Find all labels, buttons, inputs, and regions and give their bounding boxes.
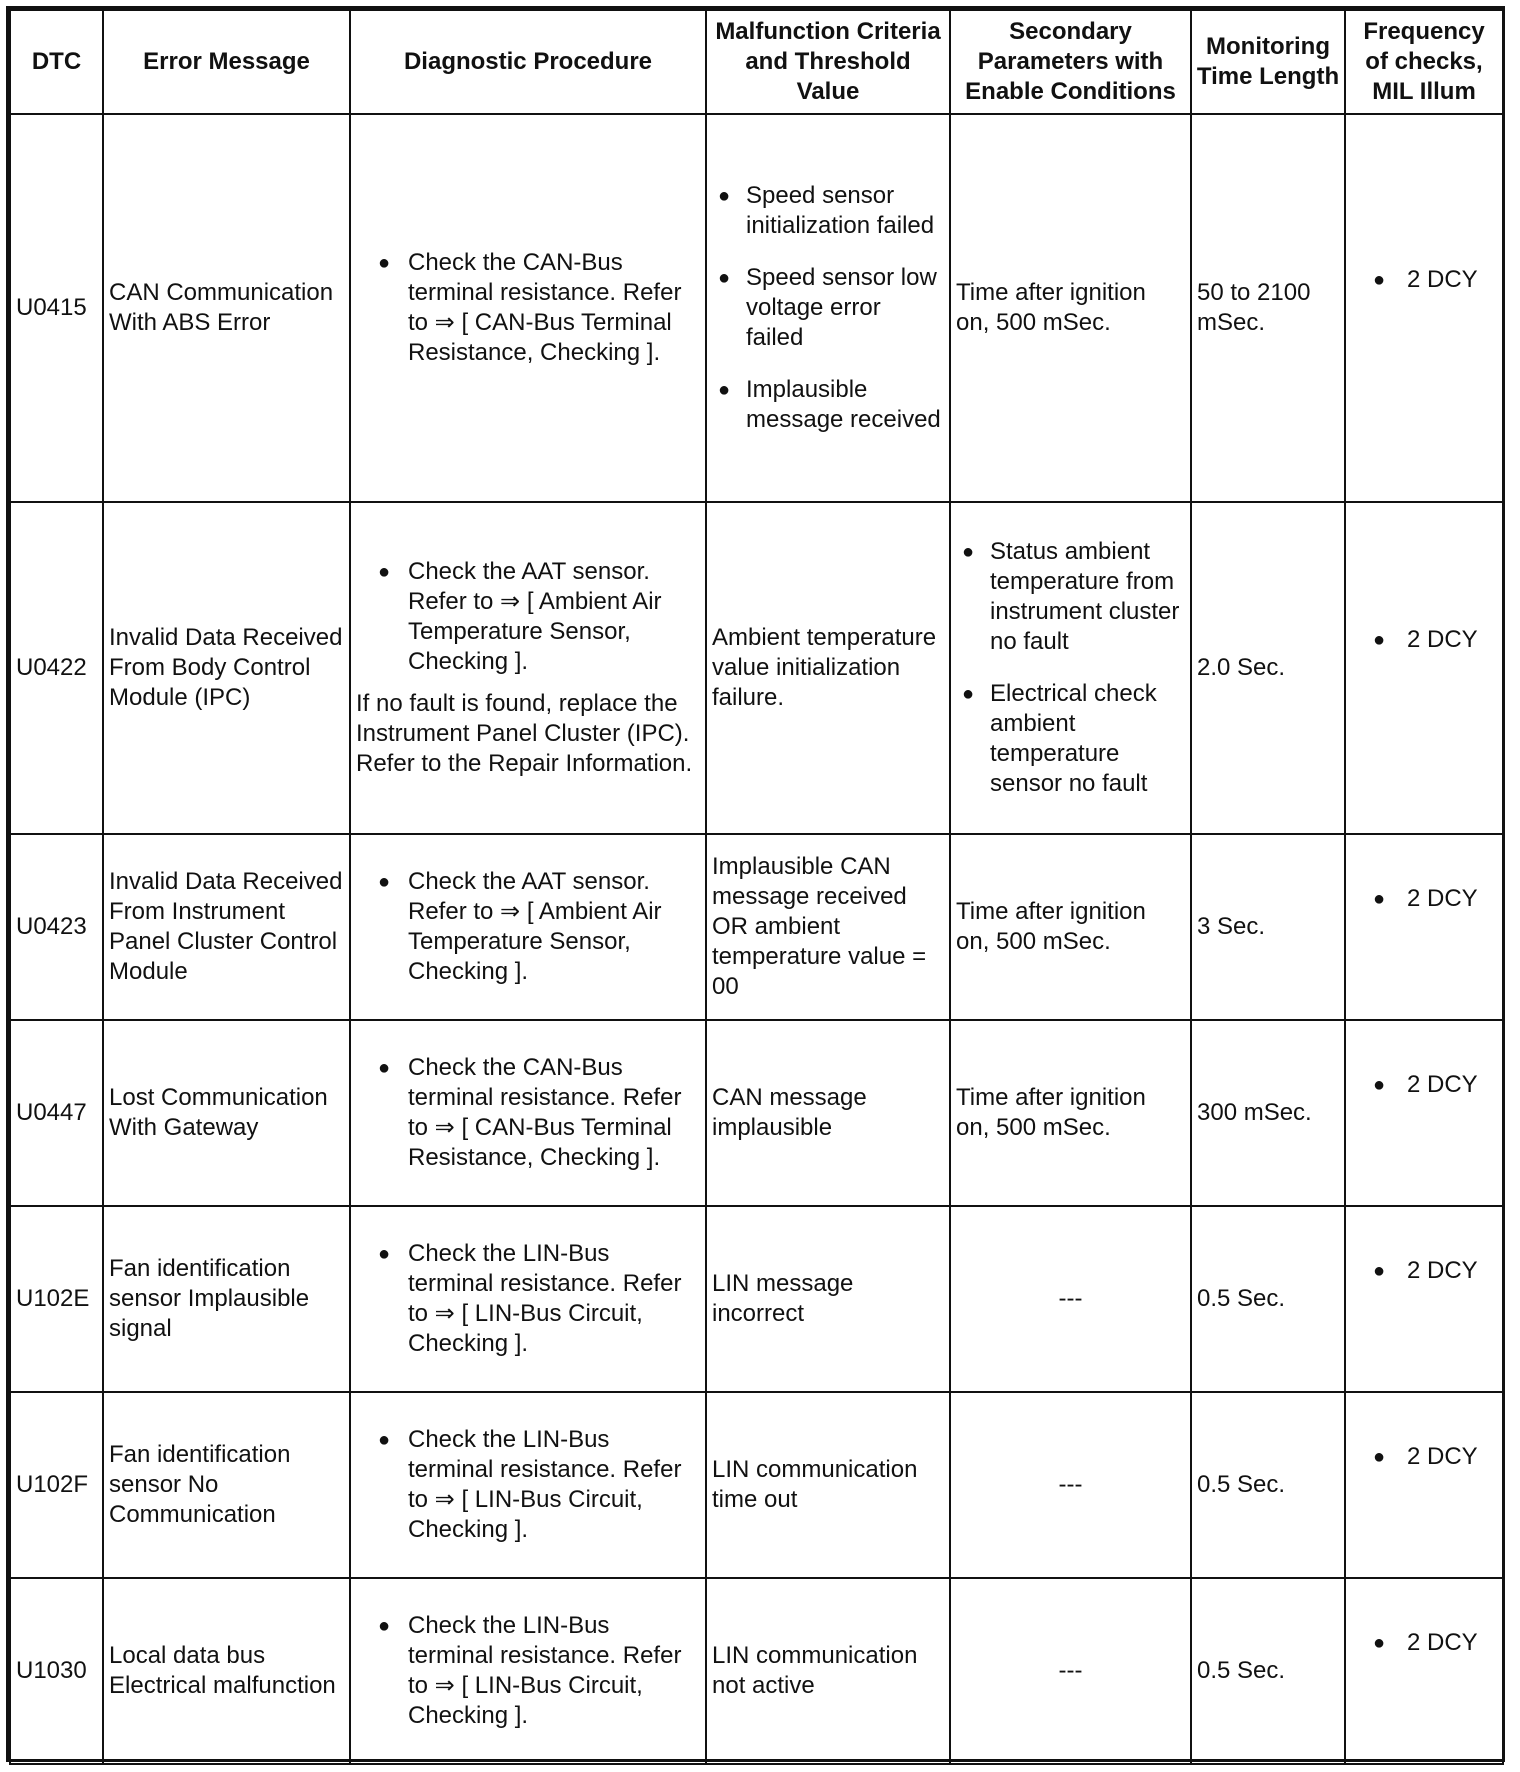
dtc-table-container xyxy=(6,6,1505,1762)
diagnostic-step: ● Check the AAT sensor. Refer to ⇒ [ Ambient Air Temperature Sensor, Checking ]. xyxy=(356,867,700,987)
header-row xyxy=(10,10,1503,114)
error-message: Local data bus Electrical malfunction xyxy=(103,1578,350,1764)
header-frequency: Frequency of checks, MIL Illum xyxy=(1345,10,1503,114)
monitoring-time: 0.5 Sec. xyxy=(1191,1578,1345,1764)
secondary-parameters: --- xyxy=(950,1392,1191,1578)
malfunction-item: ● Speed sensor low voltage error failed xyxy=(712,263,944,353)
error-message: Invalid Data Received From Instrument Panel Cluster Control Module xyxy=(103,834,350,1020)
frequency-value: ● 2 DCY xyxy=(1351,1070,1497,1100)
header-error-message: Error Message xyxy=(103,10,350,114)
malfunction-item: ● Implausible message received xyxy=(712,375,944,435)
frequency-value: ● 2 DCY xyxy=(1351,884,1497,914)
table-row xyxy=(10,1392,1503,1578)
diagnostic-step: ● Check the LIN-Bus terminal resistance. Refer to ⇒ [ LIN-Bus Circuit, Checking ]. xyxy=(356,1239,700,1359)
monitoring-time: 2.0 Sec. xyxy=(1191,502,1345,834)
diagnostic-procedure xyxy=(350,1392,706,1578)
malfunction-criteria: CAN message implausible xyxy=(706,1020,950,1206)
table-body xyxy=(10,114,1503,1764)
frequency-value: ● 2 DCY xyxy=(1351,1628,1497,1658)
diagnostic-procedure xyxy=(350,1578,706,1764)
table-row xyxy=(10,834,1503,1020)
monitoring-time: 0.5 Sec. xyxy=(1191,1392,1345,1578)
dtc-code: U102E xyxy=(10,1206,103,1392)
error-message: Fan identification sensor No Communication xyxy=(103,1392,350,1578)
error-message: Lost Communication With Gateway xyxy=(103,1020,350,1206)
monitoring-time: 3 Sec. xyxy=(1191,834,1345,1020)
secondary-parameters: Time after ignition on, 500 mSec. xyxy=(950,834,1191,1020)
malfunction-criteria: LIN communication time out xyxy=(706,1392,950,1578)
header-secondary-parameters: Secondary Parameters with Enable Conditions xyxy=(950,10,1191,114)
header-diagnostic-procedure: Diagnostic Procedure xyxy=(350,10,706,114)
diagnostic-procedure xyxy=(350,114,706,502)
monitoring-time: 300 mSec. xyxy=(1191,1020,1345,1206)
dtc-table xyxy=(9,9,1504,1765)
header-dtc: DTC xyxy=(10,10,103,114)
table-header xyxy=(10,10,1503,114)
malfunction-item: ● Speed sensor initialization failed xyxy=(712,181,944,241)
malfunction-criteria: LIN communication not active xyxy=(706,1578,950,1764)
diagnostic-procedure xyxy=(350,502,706,834)
frequency xyxy=(1345,502,1503,834)
frequency xyxy=(1345,1578,1503,1764)
frequency-value: ● 2 DCY xyxy=(1351,1442,1497,1472)
malfunction-criteria: Implausible CAN message received OR ambient temperature value = 00 xyxy=(706,834,950,1020)
header-monitoring-time: Monitoring Time Length xyxy=(1191,10,1345,114)
secondary-parameters: Time after ignition on, 500 mSec. xyxy=(950,114,1191,502)
error-message: CAN Communication With ABS Error xyxy=(103,114,350,502)
diagnostic-procedure xyxy=(350,1020,706,1206)
table-row xyxy=(10,1020,1503,1206)
malfunction-criteria: LIN message incorrect xyxy=(706,1206,950,1392)
dtc-code: U1030 xyxy=(10,1578,103,1764)
secondary-item: ● Electrical check ambient temperature sensor no fault xyxy=(956,679,1185,799)
secondary-parameters: --- xyxy=(950,1578,1191,1764)
error-message: Fan identification sensor Implausible signal xyxy=(103,1206,350,1392)
frequency-value: ● 2 DCY xyxy=(1351,625,1497,655)
table-row xyxy=(10,502,1503,834)
table-row xyxy=(10,1206,1503,1392)
header-malfunction-criteria: Malfunction Criteria and Threshold Value xyxy=(706,10,950,114)
monitoring-time: 0.5 Sec. xyxy=(1191,1206,1345,1392)
frequency xyxy=(1345,1206,1503,1392)
diagnostic-step: ● Check the AAT sensor. Refer to ⇒ [ Ambient Air Temperature Sensor, Checking ]. xyxy=(356,557,700,677)
malfunction-criteria xyxy=(706,114,950,502)
diagnostic-step: ● Check the CAN-Bus terminal resistance. Refer to ⇒ [ CAN-Bus Terminal Resistance, Checking ]. xyxy=(356,248,700,368)
diagnostic-procedure xyxy=(350,834,706,1020)
frequency xyxy=(1345,114,1503,502)
diagnostic-step: ● Check the LIN-Bus terminal resistance. Refer to ⇒ [ LIN-Bus Circuit, Checking ]. xyxy=(356,1425,700,1545)
frequency xyxy=(1345,1392,1503,1578)
frequency xyxy=(1345,1020,1503,1206)
secondary-parameters xyxy=(950,502,1191,834)
diagnostic-step: ● Check the CAN-Bus terminal resistance. Refer to ⇒ [ CAN-Bus Terminal Resistance, Checking ]. xyxy=(356,1053,700,1173)
dtc-code: U102F xyxy=(10,1392,103,1578)
dtc-code: U0447 xyxy=(10,1020,103,1206)
secondary-parameters: --- xyxy=(950,1206,1191,1392)
diagnostic-procedure xyxy=(350,1206,706,1392)
dtc-code: U0422 xyxy=(10,502,103,834)
secondary-item: ● Status ambient temperature from instrument cluster no fault xyxy=(956,537,1185,657)
table-row xyxy=(10,114,1503,502)
table-row xyxy=(10,1578,1503,1764)
dtc-code: U0415 xyxy=(10,114,103,502)
dtc-code: U0423 xyxy=(10,834,103,1020)
frequency-value: ● 2 DCY xyxy=(1351,1256,1497,1286)
frequency xyxy=(1345,834,1503,1020)
diagnostic-note: If no fault is found, replace the Instrument Panel Cluster (IPC). Refer to the Repair Information. xyxy=(356,690,693,777)
diagnostic-step: ● Check the LIN-Bus terminal resistance. Refer to ⇒ [ LIN-Bus Circuit, Checking ]. xyxy=(356,1611,700,1731)
monitoring-time: 50 to 2100 mSec. xyxy=(1191,114,1345,502)
error-message: Invalid Data Received From Body Control Module (IPC) xyxy=(103,502,350,834)
malfunction-criteria: Ambient temperature value initialization failure. xyxy=(706,502,950,834)
frequency-value: ● 2 DCY xyxy=(1351,265,1497,295)
secondary-parameters: Time after ignition on, 500 mSec. xyxy=(950,1020,1191,1206)
